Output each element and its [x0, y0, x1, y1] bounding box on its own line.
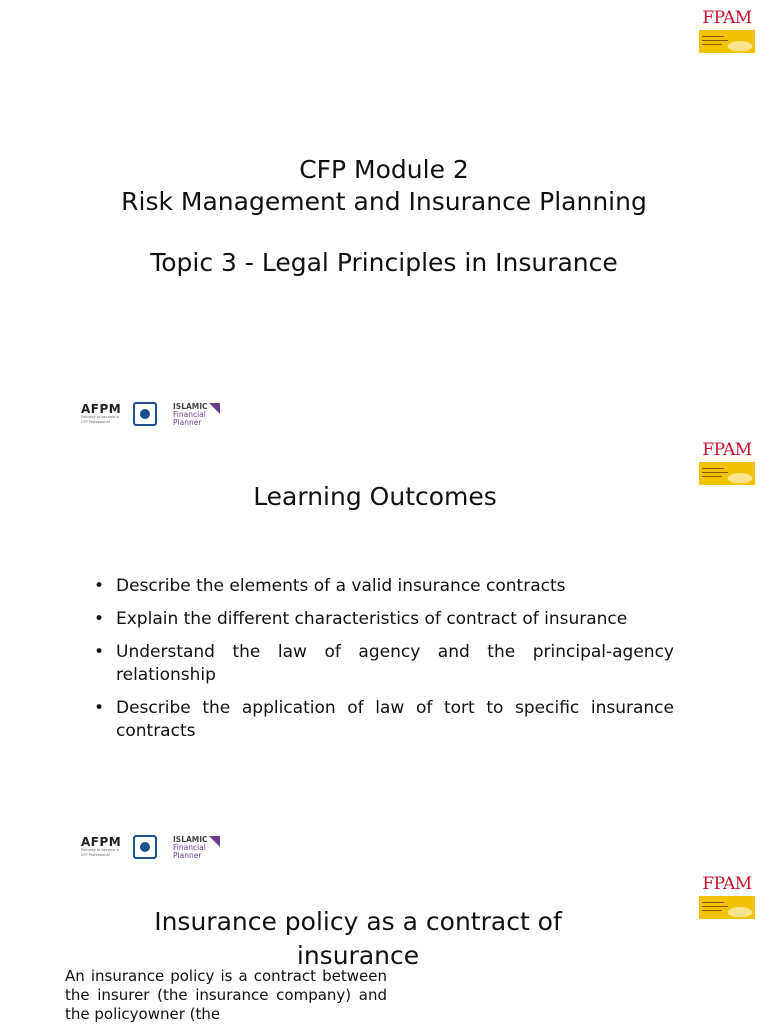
footer-logos: [81, 402, 231, 430]
bullet-text: Describe the application of law of tort to specific insurance contracts: [116, 698, 674, 741]
bullet-text: Understand the law of agency and the principal-agency relationship: [116, 642, 674, 685]
bullet-icon: •: [94, 642, 105, 662]
fpam-logo: [699, 874, 755, 924]
slide-learning-outcomes: [0, 434, 768, 868]
afpm-logo: [81, 403, 125, 424]
module-subtitle: Risk Management and Insurance Planning: [121, 187, 647, 216]
bullet-icon: •: [94, 698, 105, 718]
islamic-logo-line3: Planner: [173, 418, 202, 427]
islamic-logo-line2: Financial: [173, 843, 206, 852]
topic-title: Topic 3 - Legal Principles in Insurance: [150, 248, 618, 277]
learning-outcomes-list: [94, 575, 674, 753]
bullet-icon: •: [94, 576, 105, 596]
fpam-logo-band: [699, 30, 755, 53]
islamic-logo-line1: ISLAMIC: [173, 402, 208, 411]
bullet-icon: •: [94, 609, 105, 629]
fpam-logo-text: FPAM: [702, 874, 752, 894]
afpm-logo-text: AFPM: [81, 835, 122, 849]
bullet-text: Explain the different characteristics of contract of insurance: [116, 609, 628, 629]
module-title: CFP Module 2: [299, 155, 469, 184]
slide-title: [0, 0, 768, 434]
afpm-logo: [81, 836, 125, 857]
islamic-financial-planner-logo: [173, 403, 208, 427]
cfp-badge-icon: [133, 835, 157, 859]
islamic-triangle-icon: [209, 836, 220, 847]
fpam-logo-text: FPAM: [702, 440, 752, 460]
list-item: [94, 641, 674, 687]
learning-outcomes-title: Learning Outcomes: [253, 482, 497, 511]
list-item: [94, 608, 674, 631]
bullet-text: Describe the elements of a valid insurance contracts: [116, 576, 566, 596]
list-item: [94, 697, 674, 743]
fpam-logo: [699, 8, 755, 58]
insurance-policy-body: An insurance policy is a contract between the insurer (the insurance company) and the policyowner (the: [65, 967, 387, 1023]
insurance-policy-title: Insurance policy as a contract of insurance: [154, 907, 562, 970]
list-item: [94, 575, 674, 598]
fpam-logo-text: FPAM: [702, 8, 752, 28]
fpam-logo-band: [699, 896, 755, 919]
cfp-badge-icon: [133, 402, 157, 426]
slide-insurance-policy: [0, 868, 768, 1024]
title-block: [0, 154, 768, 279]
islamic-triangle-icon: [209, 403, 220, 414]
afpm-logo-subtitle: Pathway to become a CFP Professional: [81, 415, 119, 424]
afpm-logo-text: AFPM: [81, 402, 122, 416]
islamic-logo-line1: ISLAMIC: [173, 835, 208, 844]
islamic-logo-line2: Financial: [173, 410, 206, 419]
islamic-financial-planner-logo: [173, 836, 208, 860]
islamic-logo-line3: Planner: [173, 851, 202, 860]
footer-logos: [81, 835, 231, 863]
afpm-logo-subtitle: Pathway to become a CFP Professional: [81, 848, 119, 857]
